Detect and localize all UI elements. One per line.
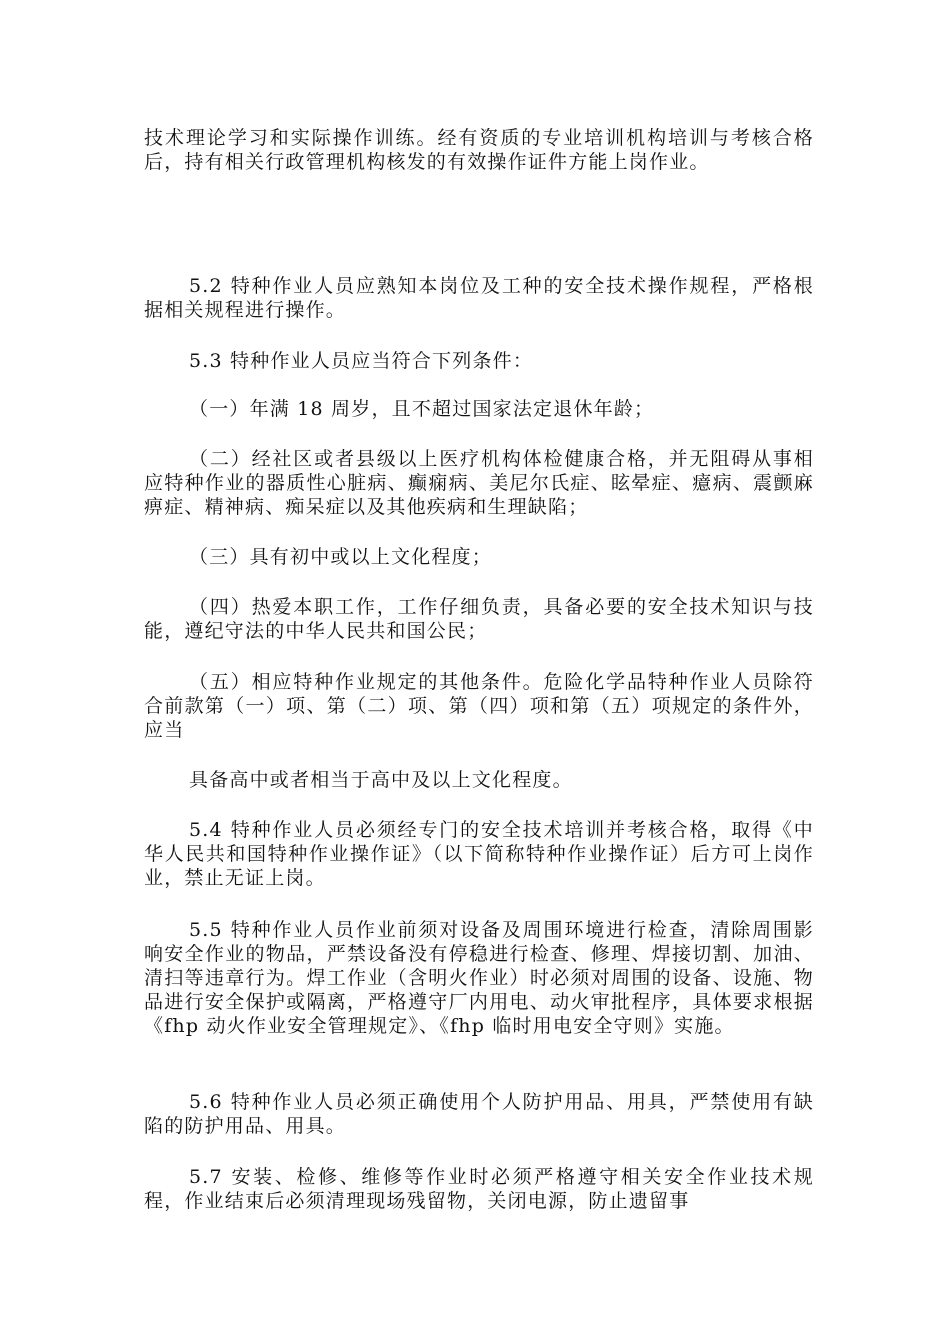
paragraph-5-5: 5.5 特种作业人员作业前须对设备及周围环境进行检查，清除周围影响安全作业的物品，严禁设备没有停稳进行检查、修理、焊接切割、加油、清扫等违章行为。焊工作业（含明火作业）时必须对周围的设备、设施、物品进行安全保护或隔离，严格遵守厂内用电、动火审批程序，具体要求根据《fhp 动火作业安全管理规定》、《fhp 临时用电安全守则》实施。: [144, 919, 814, 1037]
paragraph-5-6: 5.6 特种作业人员必须正确使用个人防护用品、用具，严禁使用有缺陷的防护用品、用具。: [144, 1091, 814, 1137]
paragraph-5-2: 5.2 特种作业人员应熟知本岗位及工种的安全技术操作规程，严格根据相关规程进行操作。: [144, 275, 814, 321]
condition-item-4: （四）热爱本职工作，工作仔细负责，具备必要的安全技术知识与技能，遵纪守法的中华人民共和国公民；: [144, 596, 814, 642]
paragraph-5-7: 5.7 安装、检修、维修等作业时必须严格遵守相关安全作业技术规程，作业结束后必须清理现场残留物，关闭电源，防止遗留事: [144, 1166, 814, 1212]
paragraph-5-4: 5.4 特种作业人员必须经专门的安全技术培训并考核合格，取得《中华人民共和国特种作业操作证》（以下简称特种作业操作证）后方可上岗作业，禁止无证上岗。: [144, 819, 814, 889]
paragraph-intro: 技术理论学习和实际操作训练。经有资质的专业培训机构培训与考核合格后，持有相关行政管理机构核发的有效操作证件方能上岗作业。: [144, 127, 814, 173]
education-requirement: 具备高中或者相当于高中及以上文化程度。: [189, 769, 573, 791]
condition-item-1: （一）年满 18 周岁，且不超过国家法定退休年龄；: [189, 398, 655, 420]
condition-item-2: （二）经社区或者县级以上医疗机构体检健康合格，并无阻碍从事相应特种作业的器质性心脏病、癫痫病、美尼尔氏症、眩晕症、癔病、震颤麻痹症、精神病、痴呆症以及其他疾病和生理缺陷；: [144, 448, 814, 518]
paragraph-5-3: 5.3 特种作业人员应当符合下列条件：: [189, 350, 534, 372]
condition-item-3: （三）具有初中或以上文化程度；: [189, 546, 493, 568]
condition-item-5: （五）相应特种作业规定的其他条件。危险化学品特种作业人员除符合前款第（一）项、第（二）项、第（四）项和第（五）项规定的条件外，应当: [144, 671, 814, 741]
